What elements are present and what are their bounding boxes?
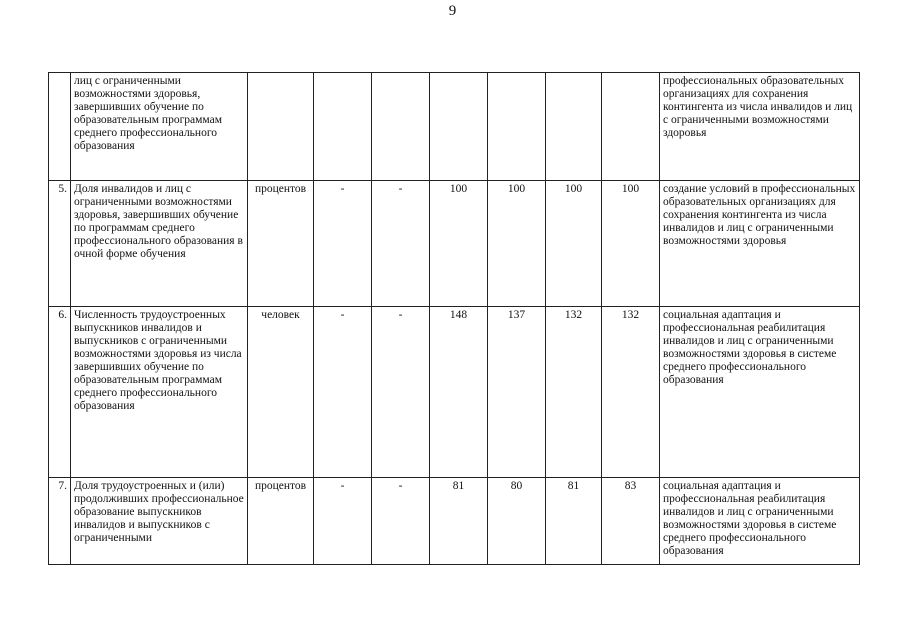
unit-cell <box>248 73 314 181</box>
indicator-name: лиц с ограниченными возможностями здоровья, завершивших обучение по образовательным программам среднего профессионального образования <box>71 73 248 181</box>
value-cell <box>602 73 660 181</box>
value-cell <box>314 73 372 181</box>
value-cell <box>546 73 602 181</box>
unit-cell: процентов <box>248 478 314 565</box>
indicator-name: Доля инвалидов и лиц с ограниченными возможностями здоровья, завершивших обучение по программам среднего профессионального образования в очной форме обучения <box>71 181 248 307</box>
value-cell: - <box>372 478 430 565</box>
row-number: 6. <box>49 307 71 478</box>
value-cell <box>372 73 430 181</box>
indicator-name: Численность трудоустроенных выпускников инвалидов и выпускников с ограниченными возможностями здоровья из числа завершивших обучение по образовательным программам среднего профессионального образования <box>71 307 248 478</box>
description-cell: профессиональных образовательных организациях для сохранения контингента из числа инвалидов и лиц с ограниченными возможностями здоровья <box>660 73 860 181</box>
row-number: 7. <box>49 478 71 565</box>
value-cell: 100 <box>430 181 488 307</box>
value-cell: 132 <box>602 307 660 478</box>
table-row <box>49 307 860 478</box>
value-cell: 100 <box>546 181 602 307</box>
value-cell: - <box>372 307 430 478</box>
table-row <box>49 478 860 565</box>
value-cell: - <box>314 181 372 307</box>
value-cell: - <box>314 478 372 565</box>
value-cell <box>430 73 488 181</box>
unit-cell: процентов <box>248 181 314 307</box>
value-cell: 81 <box>546 478 602 565</box>
value-cell: 137 <box>488 307 546 478</box>
value-cell: 132 <box>546 307 602 478</box>
page-number: 9 <box>448 3 457 19</box>
value-cell: 80 <box>488 478 546 565</box>
value-cell: 148 <box>430 307 488 478</box>
table-row <box>49 181 860 307</box>
table-row <box>49 73 860 181</box>
value-cell: 81 <box>430 478 488 565</box>
unit-cell: человек <box>248 307 314 478</box>
description-cell: социальная адаптация и профессиональная реабилитация инвалидов и лиц с ограниченными возможностями здоровья в системе среднего профессионального образования <box>660 307 860 478</box>
row-number <box>49 73 71 181</box>
description-cell: создание условий в профессиональных образовательных организациях для сохранения контингента из числа инвалидов и лиц с ограниченными возможностями здоровья <box>660 181 860 307</box>
value-cell: 83 <box>602 478 660 565</box>
value-cell: - <box>372 181 430 307</box>
value-cell: 100 <box>488 181 546 307</box>
value-cell: - <box>314 307 372 478</box>
indicator-name: Доля трудоустроенных и (или) продолживших профессиональное образование выпускников инвалидов и выпускников с ограниченными <box>71 478 248 565</box>
row-number: 5. <box>49 181 71 307</box>
indicators-table <box>48 72 860 565</box>
description-cell: социальная адаптация и профессиональная реабилитация инвалидов и лиц с ограниченными возможностями здоровья в системе среднего профессионального образования <box>660 478 860 565</box>
value-cell <box>488 73 546 181</box>
value-cell: 100 <box>602 181 660 307</box>
